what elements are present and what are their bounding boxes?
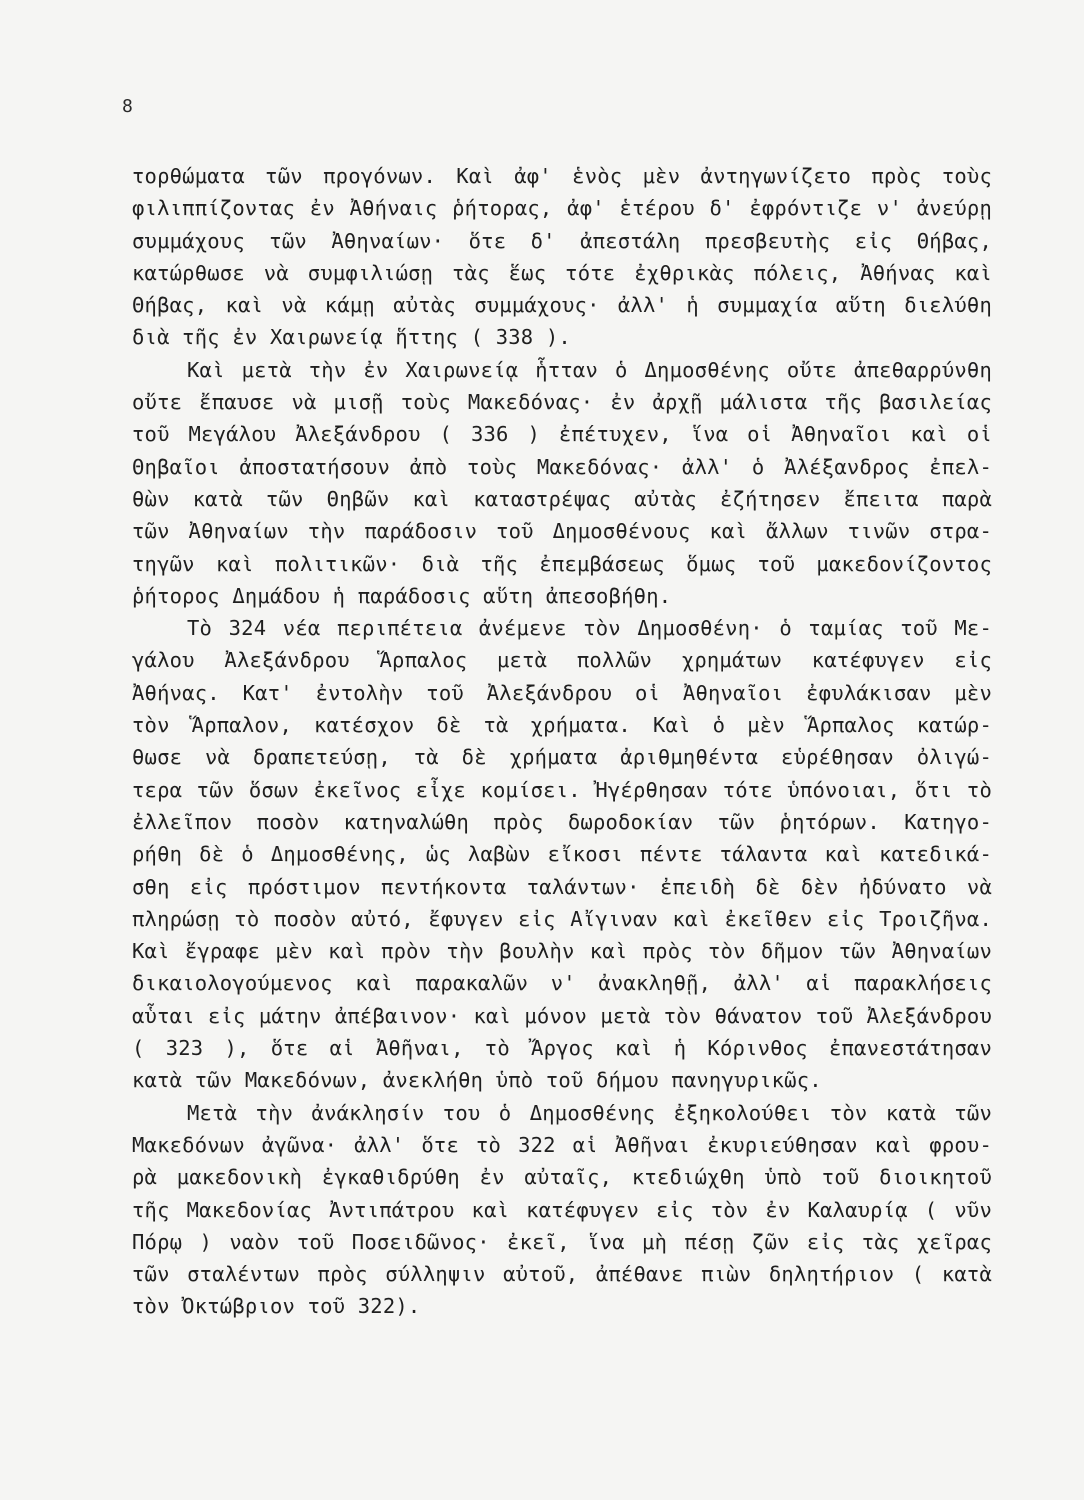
text-line: τῆς Μακεδονίας Ἀντιπάτρου καὶ κατέφυγεν εἰς τὸν ἐν Καλαυρίᾳ ( νῦν bbox=[132, 1197, 992, 1222]
text-line: διὰ τῆς ἐν Χαιρωνείᾳ ἥττης ( 338 ). bbox=[132, 325, 571, 350]
text-line: θωσε νὰ δραπετεύσῃ, τὰ δὲ χρήματα ἀριθμηθέντα εὑρέθησαν ὀλιγώ- bbox=[132, 745, 992, 770]
text-line: Καὶ ἔγραφε μὲν καὶ πρὸν τὴν βουλὴν καὶ πρὸς τὸν δῆμον τῶν Ἀθηναίων bbox=[132, 939, 992, 964]
text-line: Ἀθήνας. Κατ' ἐντολὴν τοῦ Ἀλεξάνδρου οἱ Ἀθηναῖοι ἐφυλάκισαν μὲν bbox=[132, 680, 992, 705]
text-line: αὗται εἰς μάτην ἀπέβαινον· καὶ μόνον μετὰ τὸν θάνατον τοῦ Ἀλεξάνδρου bbox=[132, 1003, 992, 1028]
text-line: θὼν κατὰ τῶν Θηβῶν καὶ καταστρέψας αὐτὰς ἐζήτησεν ἔπειτα παρὰ bbox=[132, 486, 992, 511]
text-line: δικαιολογούμενος καὶ παρακαλῶν ν' ἀνακληθῇ, ἀλλ' αἱ παρακλήσεις bbox=[132, 971, 992, 996]
text-line: Τὸ 324 νέα περιπέτεια ἀνέμενε τὸν Δημοσθένη· ὁ ταμίας τοῦ Με- bbox=[187, 616, 992, 641]
page-number: 8 bbox=[122, 96, 133, 117]
text-line: ἐλλεῖπον ποσὸν κατηναλώθη πρὸς δωροδοκίαν τῶν ῥητόρων. Κατηγο- bbox=[132, 809, 992, 834]
text-line: τηγῶν καὶ πολιτικῶν· διὰ τῆς ἐπεμβάσεως ὅμως τοῦ μακεδονίζοντος bbox=[132, 551, 992, 576]
text-line: πληρώσῃ τὸ ποσὸν αὐτό, ἔφυγεν εἰς Αἴγιναν καὶ ἐκεῖθεν εἰς Τροιζῆνα. bbox=[132, 906, 992, 931]
text-line: τορθώματα τῶν προγόνων. Καὶ ἀφ' ἑνὸς μὲν ἀντηγωνίζετο πρὸς τοὺς bbox=[132, 164, 992, 188]
body-text bbox=[132, 160, 992, 1323]
text-line: ρήθη δὲ ὁ Δημοσθένης, ὡς λαβὼν εἴκοσι πέντε τάλαντα καὶ κατεδικά- bbox=[132, 842, 992, 867]
text-line: γάλου Ἀλεξάνδρου Ἅρπαλος μετὰ πολλῶν χρημάτων κατέφυγεν εἰς bbox=[132, 648, 992, 673]
text-line: τὸν Ὀκτώβριον τοῦ 322). bbox=[132, 1294, 421, 1319]
text-line: Μακεδόνων ἀγῶνα· ἀλλ' ὅτε τὸ 322 αἱ Ἀθῆναι ἐκυριεύθησαν καὶ φρου- bbox=[132, 1132, 992, 1157]
text-line: τῶν Ἀθηναίων τὴν παράδοσιν τοῦ Δημοσθένους καὶ ἄλλων τινῶν στρα- bbox=[132, 519, 992, 544]
text-line: Καὶ μετὰ τὴν ἐν Χαιρωνείᾳ ἧτταν ὁ Δημοσθένης οὔτε ἀπεθαρρύνθη bbox=[187, 357, 992, 382]
text-line: Μετὰ τὴν ἀνάκλησίν του ὁ Δημοσθένης ἐξηκολούθει τὸν κατὰ τῶν bbox=[187, 1100, 992, 1125]
text-line: Πόρῳ ) ναὸν τοῦ Ποσειδῶνος· ἐκεῖ, ἵνα μὴ πέσῃ ζῶν εἰς τὰς χεῖρας bbox=[132, 1229, 992, 1254]
text-line: τῶν σταλέντων πρὸς σύλληψιν αὐτοῦ, ἀπέθανε πιὼν δηλητήριον ( κατὰ bbox=[132, 1262, 992, 1287]
text-line: τερα τῶν ὅσων ἐκεῖνος εἶχε κομίσει. Ἠγέρθησαν τότε ὑπόνοιαι, ὅτι τὸ bbox=[132, 777, 992, 802]
text-line: ῥήτορος Δημάδου ἡ παράδοσις αὕτη ἀπεσοβήθη. bbox=[132, 583, 672, 608]
text-line: ( 323 ), ὅτε αἱ Ἀθῆναι, τὸ Ἄργος καὶ ἡ Κόρινθος ἐπανεστάτησαν bbox=[132, 1036, 992, 1061]
text-line: ρὰ μακεδονικὴ ἐγκαθιδρύθη ἐν αὐταῖς, κτεδιώχθη ὑπὸ τοῦ διοικητοῦ bbox=[132, 1165, 992, 1190]
text-line: κατὰ τῶν Μακεδόνων, ἀνεκλήθη ὑπὸ τοῦ δήμου πανηγυρικῶς. bbox=[132, 1068, 822, 1093]
text-line: οὔτε ἔπαυσε νὰ μισῇ τοὺς Μακεδόνας· ἐν ἀρχῇ μάλιστα τῆς βασιλείας bbox=[132, 390, 992, 415]
text-line: σθη εἰς πρόστιμον πεντήκοντα ταλάντων· ἐπειδὴ δὲ δὲν ἠδύνατο νὰ bbox=[132, 874, 992, 899]
text-line: τοῦ Μεγάλου Ἀλεξάνδρου ( 336 ) ἐπέτυχεν, ἵνα οἱ Ἀθηναῖοι καὶ οἱ bbox=[132, 422, 992, 447]
text-line: κατώρθωσε νὰ συμφιλιώσῃ τὰς ἕως τότε ἐχθρικὰς πόλεις, Ἀθήνας καὶ bbox=[132, 260, 992, 285]
text-line: συμμάχους τῶν Ἀθηναίων· ὅτε δ' ἀπεστάλη πρεσβευτὴς εἰς Θήβας, bbox=[132, 228, 992, 253]
text-line: τὸν Ἅρπαλον, κατέσχον δὲ τὰ χρήματα. Καὶ ὁ μὲν Ἅρπαλος κατώρ- bbox=[132, 713, 992, 738]
text-line: φιλιππίζοντας ἐν Ἀθήναις ῥήτορας, ἀφ' ἑτέρου δ' ἐφρόντιζε ν' ἀνεύρῃ bbox=[132, 196, 992, 221]
text-line: Θηβαῖοι ἀποστατήσουν ἀπὸ τοὺς Μακεδόνας· ἀλλ' ὁ Ἀλέξανδρος ἐπελ- bbox=[132, 454, 992, 479]
text-line: Θήβας, καὶ νὰ κάμῃ αὐτὰς συμμάχους· ἀλλ' ἡ συμμαχία αὕτη διελύθη bbox=[132, 293, 992, 318]
